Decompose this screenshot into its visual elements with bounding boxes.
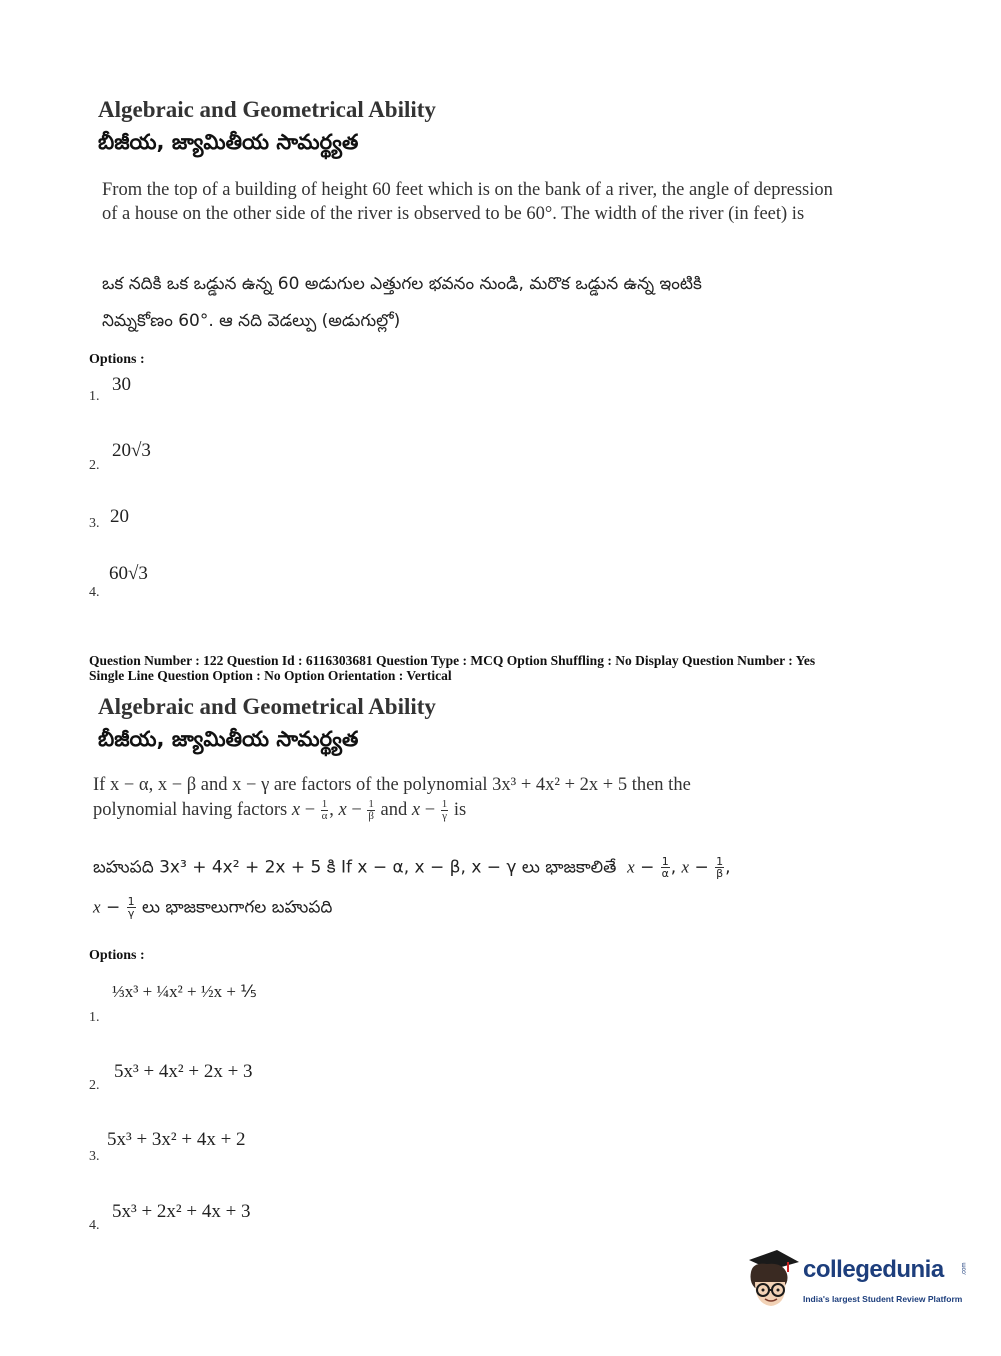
question-text-telugu-line1: బహుపది 3x³ + 4x² + 2x + 5 కి If x − α, x − β, x − γ లు భాజకాలితే x − $\frac{1}{\alpha}$ , x − $\frac{1}{\beta}$ , xyxy=(93,855,731,880)
fraction: $\frac{1}{\beta}$ xyxy=(368,798,374,823)
option-number: 2. xyxy=(89,458,100,473)
collegedunia-logo[interactable] xyxy=(743,1248,973,1320)
logo-tagline: India's largest Student Review Platform xyxy=(803,1294,963,1304)
fraction: $\frac{1}{\gamma}$ xyxy=(127,895,135,920)
section-title-telugu: బీజీయ, జ్యామితీయ సామర్థ్యత xyxy=(98,727,359,751)
fraction: $\frac{1}{\alpha}$ xyxy=(661,855,669,880)
fraction: $\frac{1}{\beta}$ xyxy=(716,855,724,880)
option-value[interactable]: 20√3 xyxy=(112,440,151,461)
option-value[interactable]: 60√3 xyxy=(109,563,148,584)
question-text-telugu-line1: ఒక నదికి ఒక ఒడ్డున ఉన్న 60 అడుగుల ఎత్తుగల భవనం నుండి, మరొక ఒడ్డున ఉన్న ఇంటికి xyxy=(102,274,702,294)
option-number: 1. xyxy=(89,1010,100,1025)
fraction: $\frac{1}{\alpha}$ xyxy=(321,798,328,823)
graduate-mascot-icon xyxy=(743,1248,801,1312)
option-value[interactable]: 5x³ + 4x² + 2x + 3 xyxy=(114,1061,253,1082)
option-value[interactable]: 30 xyxy=(112,374,131,395)
logo-wordmark: collegedunia xyxy=(803,1256,944,1283)
option-number: 2. xyxy=(89,1078,100,1093)
section-title: Algebraic and Geometrical Ability xyxy=(98,694,436,719)
question-text-english-line2: polynomial having factors x − $\frac{1}{\alpha}$ , x − $\frac{1}{\beta}$ and x − $\frac{1}{\gamma}$ is xyxy=(93,798,467,823)
question-text-telugu-line2: x − $\frac{1}{\gamma}$ లు భాజకాలుగాగల బహుపది xyxy=(93,895,333,920)
section-title-telugu: బీజీయ, జ్యామితీయ సామర్థ్యత xyxy=(98,130,359,154)
option-number: 1. xyxy=(89,389,100,404)
option-value[interactable]: 20 xyxy=(110,506,129,527)
question-meta-line2: Single Line Question Option : No Option Orientation : Vertical xyxy=(89,668,452,683)
option-value[interactable]: ⅓x³ + ¼x² + ½x + ⅕ xyxy=(112,982,257,1001)
question-text-telugu-line2: నిమ్నకోణం 60°. ఆ నది వెడల్పు (అడుగుల్లో) xyxy=(102,311,401,331)
question-text-english-line1: If x − α, x − β and x − γ are factors of the polynomial 3x³ + 4x² + 2x + 5 then the xyxy=(93,775,691,795)
option-value[interactable]: 5x³ + 3x² + 4x + 2 xyxy=(107,1129,246,1150)
option-number: 3. xyxy=(89,516,100,531)
options-label: Options : xyxy=(89,948,145,963)
options-label: Options : xyxy=(89,352,145,367)
fraction: $\frac{1}{\gamma}$ xyxy=(441,798,448,823)
logo-com: .com xyxy=(961,1262,968,1276)
option-number: 3. xyxy=(89,1149,100,1164)
section-title: Algebraic and Geometrical Ability xyxy=(98,97,436,122)
question-text-english: From the top of a building of height 60 feet which is on the bank of a river, the angle of depression of a house on the other side of the river is observed to be 60°. The width of the river (in feet) is xyxy=(102,180,833,224)
option-number: 4. xyxy=(89,585,100,600)
option-value[interactable]: 5x³ + 2x² + 4x + 3 xyxy=(112,1201,251,1222)
question-meta-line1: Question Number : 122 Question Id : 6116303681 Question Type : MCQ Option Shuffling : No Display Question Number : Yes xyxy=(89,653,816,668)
option-number: 4. xyxy=(89,1218,100,1233)
question-meta xyxy=(89,653,949,683)
